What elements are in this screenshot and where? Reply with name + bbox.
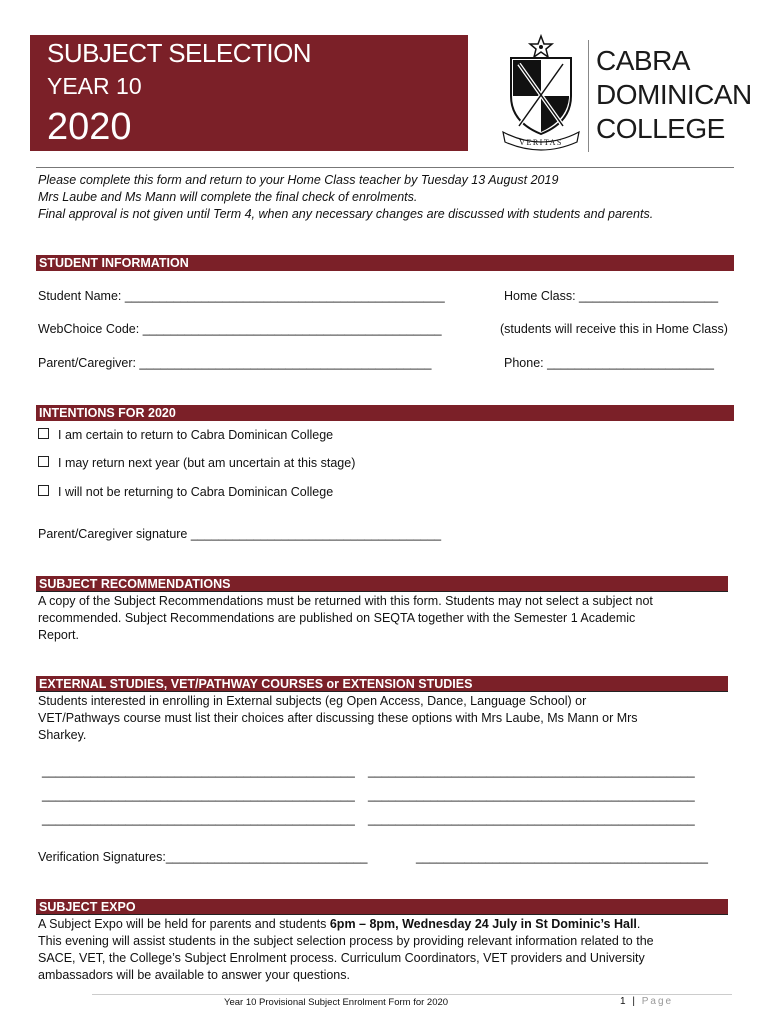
intention-option-certain[interactable] [38,428,333,442]
page-number-value: 1 [620,996,628,1007]
crest-motto: VERITAS [519,138,563,147]
footer-text: Year 10 Provisional Subject Enrolment Form for 2020 [224,997,449,1008]
external-line-1: Students interested in enrolling in External subjects (eg Open Access, Dance, Language School) or [38,694,587,708]
header-rule [36,167,734,168]
subject-expo-heading: SUBJECT EXPO [36,899,728,915]
title-line-1: SUBJECT SELECTION [47,38,312,68]
intro-line-2: Mrs Laube and Ms Mann will complete the final check of enrolments. [38,190,418,204]
intention-option-label: I may return next year (but am uncertain at this stage) [58,456,356,470]
phone-field[interactable]: Phone: ________________________ [504,356,714,370]
college-name-line-2: DOMINICAN [596,79,752,110]
expo-line-3: SACE, VET, the College’s Subject Enrolment process. Curriculum Coordinators, VET providers and University [38,951,645,965]
intention-option-label: I will not be returning to Cabra Dominican College [58,485,334,499]
intro-instructions [38,172,653,223]
student-name-field[interactable]: Student Name: ______________________________________________ [38,289,445,303]
recommendations-line-2: recommended. Subject Recommendations are published on SEQTA together with the Semester 1 Academic [38,611,636,625]
parent-caregiver-field[interactable]: Parent/Caregiver: __________________________________________ [38,356,432,370]
intention-option-not-returning[interactable] [38,485,333,499]
intention-option-label: I am certain to return to Cabra Dominican College [58,428,334,442]
page-word: Page [641,996,674,1007]
checkbox-icon[interactable] [38,456,49,467]
expo-line-2: This evening will assist students in the subject selection process by providing relevant information related to the [38,934,654,948]
home-class-field[interactable]: Home Class: ____________________ [504,289,719,303]
external-line-2: VET/Pathways course must list their choices after discussing these options with Mrs Laube, Ms Mann or Mrs [38,711,638,725]
intro-line-1: Please complete this form and return to your Home Class teacher by Tuesday 13 August 2019 [38,173,559,187]
title-year: 2020 [47,106,132,148]
footer-rule [92,994,732,995]
external-choice-right-1[interactable]: _______________________________________________ [368,764,695,778]
external-studies-heading: EXTERNAL STUDIES, VET/PATHWAY COURSES or EXTENSION STUDIES [36,676,728,692]
external-choice-right-2[interactable]: _______________________________________________ [368,788,695,802]
checkbox-icon[interactable] [38,428,49,439]
parent-signature-field[interactable]: Parent/Caregiver signature ____________________________________ [38,527,442,541]
verification-signatures-field[interactable]: Verification Signatures:_____________________________ [38,850,368,864]
intention-option-uncertain[interactable] [38,456,355,470]
recommendations-heading: SUBJECT RECOMMENDATIONS [36,576,728,592]
expo-line-1 [38,916,654,933]
intro-line-3: Final approval is not given until Term 4, when any necessary changes are discussed with students and parents. [38,207,654,221]
college-name-line-1: CABRA [596,45,690,76]
expo-line-4: ambassadors will be available to answer your questions. [38,968,350,982]
verification-signature-right[interactable]: __________________________________________ [416,850,708,864]
page-number [620,996,673,1007]
header-divider [588,40,589,152]
college-name-line-3: COLLEGE [596,113,725,144]
external-choice-right-3[interactable]: _______________________________________________ [368,812,695,826]
webchoice-note: (students will receive this in Home Class) [500,322,728,336]
expo-line-1-end: . [636,917,641,931]
subject-expo-text [38,916,654,984]
recommendations-text [38,593,653,644]
college-crest-icon [499,34,583,152]
external-choice-left-1[interactable]: _____________________________________________ [42,764,355,778]
expo-line-1-text: A Subject Expo will be held for parents and students [38,917,330,931]
intentions-heading: INTENTIONS FOR 2020 [36,405,734,421]
student-info-heading: STUDENT INFORMATION [36,255,734,271]
external-studies-text [38,693,638,744]
recommendations-line-1: A copy of the Subject Recommendations must be returned with this form. Students may not select a subject not [38,594,653,608]
expo-time-location: 6pm – 8pm, Wednesday 24 July in St Dominic’s Hall [329,917,637,931]
college-name [596,44,752,146]
webchoice-code-field[interactable]: WebChoice Code: ___________________________________________ [38,322,442,336]
external-choice-left-2[interactable]: _____________________________________________ [42,788,355,802]
external-line-3: Sharkey. [38,728,87,742]
title-line-2: YEAR 10 [47,73,142,99]
checkbox-icon[interactable] [38,485,49,496]
recommendations-line-3: Report. [38,628,79,642]
page-separator: | [627,996,642,1007]
external-choice-left-3[interactable]: _____________________________________________ [42,812,355,826]
